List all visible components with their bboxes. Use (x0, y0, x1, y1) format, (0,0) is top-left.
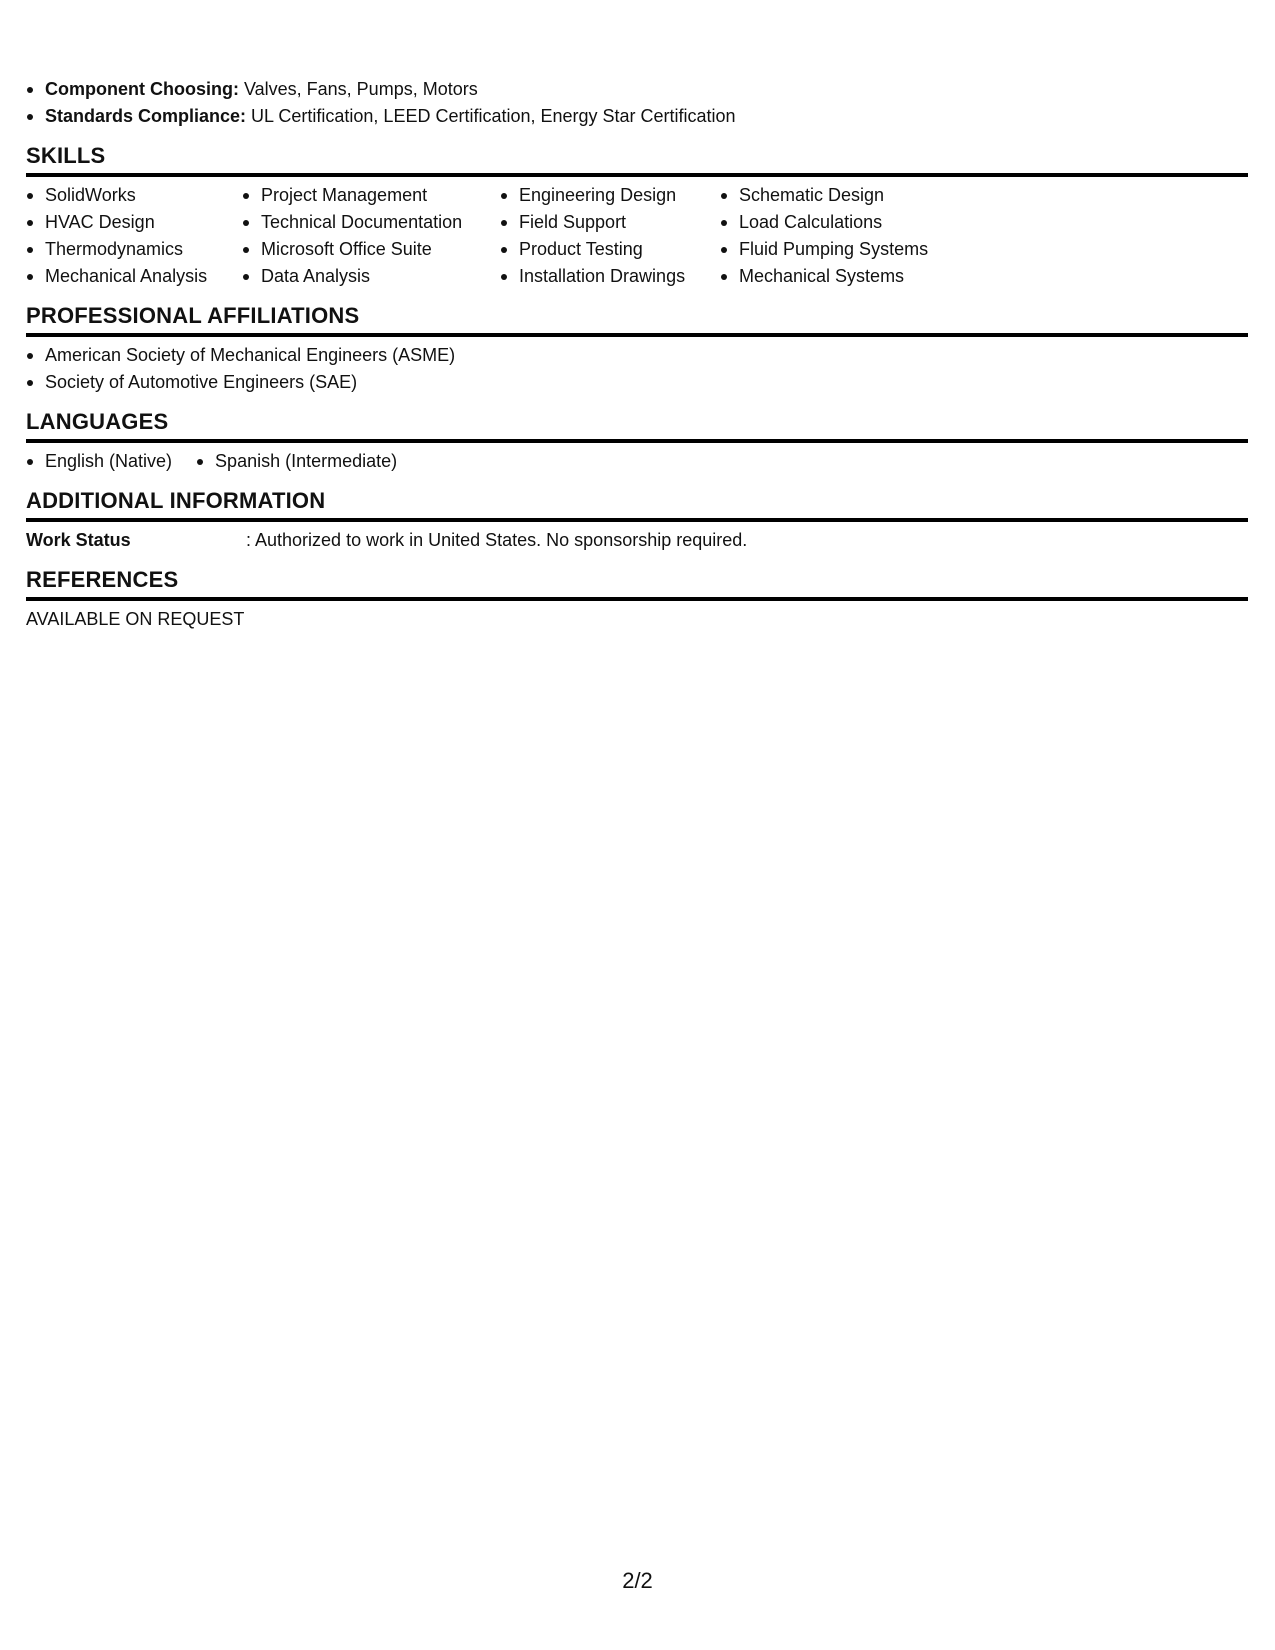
skill-item: Schematic Design (720, 182, 960, 209)
skill-item: HVAC Design (26, 209, 242, 236)
references-section (26, 566, 1248, 633)
additional-info-section (26, 487, 1248, 554)
skills-column (500, 182, 720, 290)
bullet-text: UL Certification, LEED Certification, Energy Star Certification (246, 106, 736, 126)
work-status-row (26, 527, 1248, 554)
affiliations-list (26, 342, 1248, 396)
skill-item: Engineering Design (500, 182, 720, 209)
list-item: Society of Automotive Engineers (SAE) (26, 369, 1248, 396)
skill-item: Technical Documentation (242, 209, 500, 236)
bullet-label: Component Choosing: (45, 79, 239, 99)
languages-section (26, 408, 1248, 475)
resume-page (26, 76, 1248, 633)
list-item: Spanish (Intermediate) (196, 448, 397, 475)
work-status-label: Work Status (26, 530, 131, 550)
skill-item: Installation Drawings (500, 263, 720, 290)
bullet-label: Standards Compliance: (45, 106, 247, 126)
work-status-value: : Authorized to work in United States. No sponsorship required. (246, 530, 748, 550)
section-title: REFERENCES (26, 566, 1248, 601)
list-item (26, 103, 1248, 130)
skills-section (26, 142, 1248, 290)
section-title: PROFESSIONAL AFFILIATIONS (26, 302, 1248, 337)
skills-column (26, 182, 242, 290)
bullet-text: Valves, Fans, Pumps, Motors (238, 79, 478, 99)
references-text: AVAILABLE ON REQUEST (26, 609, 245, 629)
section-title: SKILLS (26, 142, 1248, 177)
skill-item: Microsoft Office Suite (242, 236, 500, 263)
section-title: LANGUAGES (26, 408, 1248, 443)
skills-grid (26, 182, 1248, 290)
skill-item: Thermodynamics (26, 236, 242, 263)
list-item: English (Native) (26, 448, 172, 475)
skill-item: Data Analysis (242, 263, 500, 290)
skill-item: Project Management (242, 182, 500, 209)
skills-column (242, 182, 500, 290)
skill-item: Load Calculations (720, 209, 960, 236)
page-number: 2/2 (622, 1568, 653, 1593)
list-item: American Society of Mechanical Engineers (ASME) (26, 342, 1248, 369)
skill-item: Field Support (500, 209, 720, 236)
skill-item: SolidWorks (26, 182, 242, 209)
skills-column (720, 182, 960, 290)
list-item (26, 76, 1248, 103)
skill-item: Mechanical Analysis (26, 263, 242, 290)
skill-item: Product Testing (500, 236, 720, 263)
skill-item: Fluid Pumping Systems (720, 236, 960, 263)
skill-item: Mechanical Systems (720, 263, 960, 290)
affiliations-section (26, 302, 1248, 396)
experience-bullets (26, 76, 1248, 130)
section-title: ADDITIONAL INFORMATION (26, 487, 1248, 522)
languages-list (26, 448, 1248, 475)
